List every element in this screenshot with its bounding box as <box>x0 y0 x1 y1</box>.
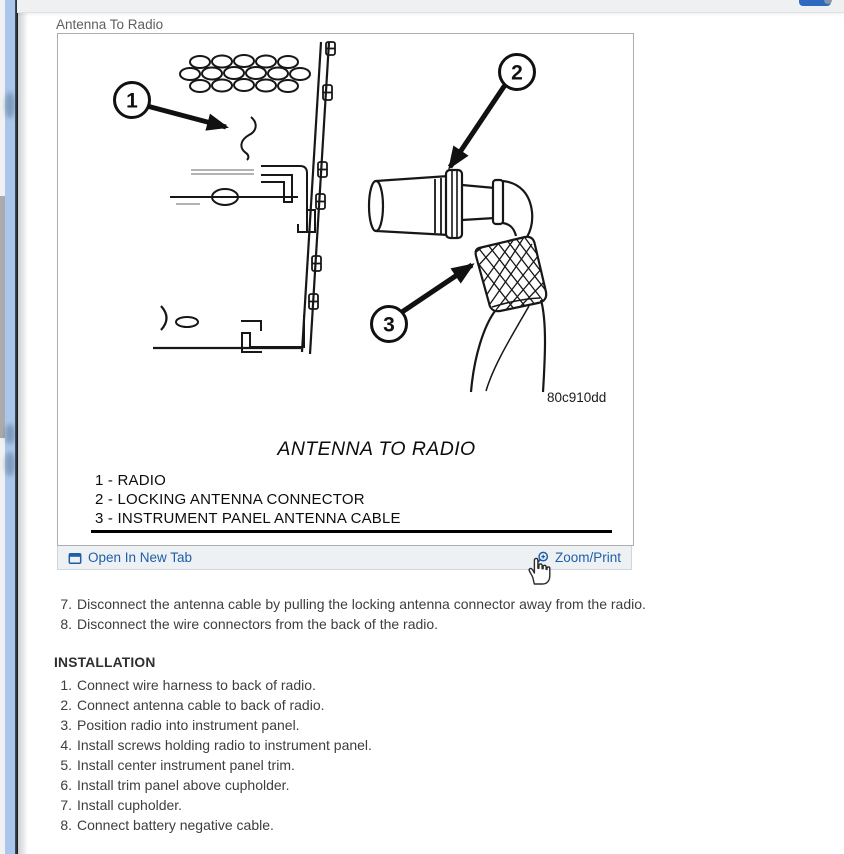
step-text: Connect antenna cable to back of radio. <box>77 697 325 713</box>
figure-caption: ANTENNA TO RADIO <box>277 438 476 460</box>
step-number: 5. <box>60 757 72 773</box>
figure-toolbar <box>57 546 632 570</box>
installation-heading: INSTALLATION <box>54 655 156 670</box>
zoom-in-icon <box>535 551 549 565</box>
open-in-new-tab-icon <box>68 551 82 565</box>
step-item <box>52 795 372 815</box>
step-item <box>52 715 372 735</box>
step-number: 7. <box>60 797 72 813</box>
step-number: 3. <box>60 717 72 733</box>
step-text: Position radio into instrument panel. <box>77 717 300 733</box>
step-text: Disconnect the antenna cable by pulling the locking antenna connector away from the radio. <box>77 596 646 612</box>
step-item <box>52 775 372 795</box>
step-number: 1. <box>60 677 72 693</box>
step-text: Install cupholder. <box>77 797 183 813</box>
step-text: Disconnect the wire connectors from the back of the radio. <box>77 616 439 632</box>
step-number: 8. <box>60 616 72 632</box>
callout-3-label: 3 <box>383 313 395 337</box>
step-number: 7. <box>60 596 72 612</box>
figure-part-code: 80c910dd <box>547 390 607 405</box>
open-in-new-tab-link[interactable] <box>68 550 192 565</box>
step-item <box>52 675 372 695</box>
step-number: 8. <box>60 817 72 833</box>
zoom-print-link[interactable] <box>535 550 621 565</box>
installation-steps <box>52 675 372 835</box>
legend-item: 1 - RADIO <box>95 472 166 489</box>
step-item <box>52 755 372 775</box>
step-text: Install trim panel above cupholder. <box>77 777 290 793</box>
step-text: Connect wire harness to back of radio. <box>77 677 316 693</box>
callout-2-label: 2 <box>511 61 523 85</box>
zoom-print-label: Zoom/Print <box>554 550 621 565</box>
open-in-new-tab-label: Open In New Tab <box>88 550 193 565</box>
step-item <box>52 735 372 755</box>
step-number: 6. <box>60 777 72 793</box>
antenna-connector-drawing <box>369 170 532 238</box>
radio-chassis-drawing <box>153 42 335 354</box>
step-text: Install center instrument panel trim. <box>77 757 295 773</box>
callout-1-label: 1 <box>126 89 138 113</box>
technical-diagram <box>58 34 633 434</box>
cable-drawing <box>471 298 545 392</box>
step-item <box>52 614 646 634</box>
step-item <box>52 594 646 614</box>
step-number: 2. <box>60 697 72 713</box>
step-text: Install screws holding radio to instrument panel. <box>77 737 372 753</box>
figure-image <box>57 33 634 546</box>
figure-widget <box>57 33 634 570</box>
legend-underline <box>91 530 612 533</box>
step-item <box>52 695 372 715</box>
step-number: 4. <box>60 737 72 753</box>
step-text: Connect battery negative cable. <box>77 817 274 833</box>
legend-item: 2 - LOCKING ANTENNA CONNECTOR <box>95 491 365 508</box>
step-item <box>52 815 372 835</box>
figure-legend <box>95 471 401 528</box>
legend-item: 3 - INSTRUMENT PANEL ANTENNA CABLE <box>95 510 401 527</box>
removal-steps <box>52 594 646 634</box>
figure-section-label: Antenna To Radio <box>56 17 164 32</box>
